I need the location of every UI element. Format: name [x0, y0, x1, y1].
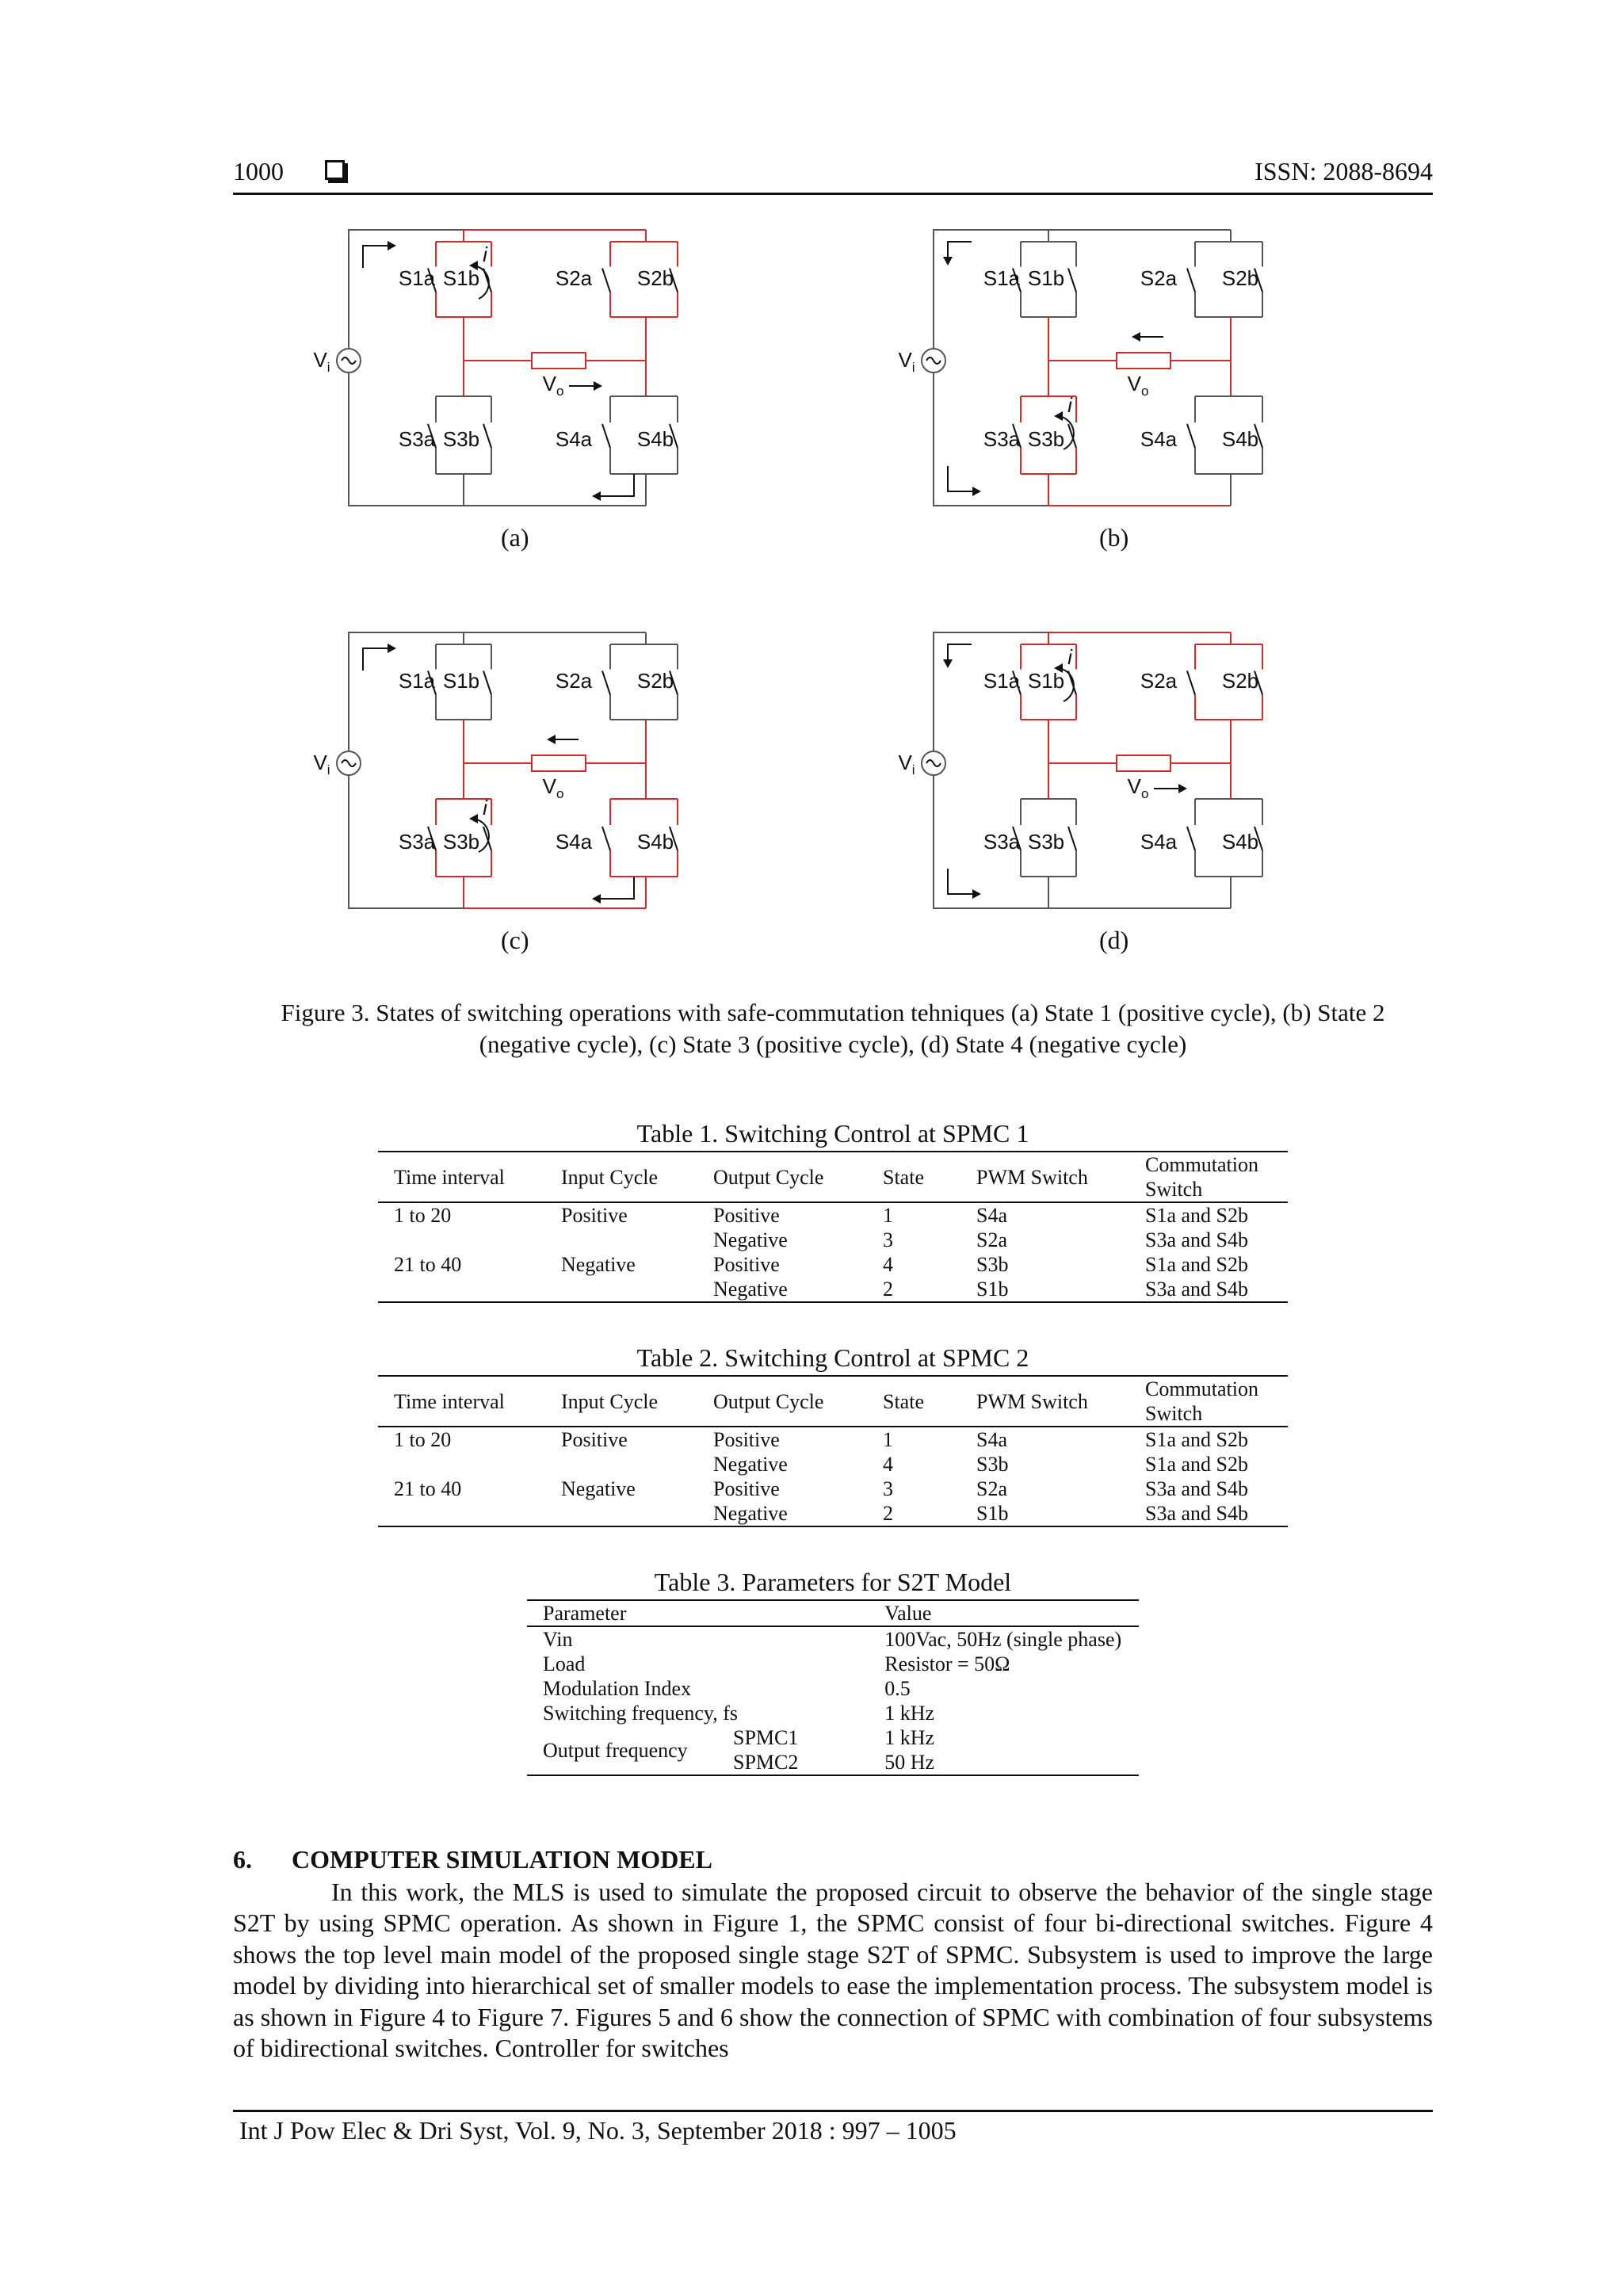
table-cell: Negative [697, 1501, 867, 1526]
load-resistor [1117, 755, 1170, 771]
table-cell: S1a and S2b [1145, 1428, 1248, 1451]
footer-rule [233, 2110, 1433, 2112]
label-s2a: S2a [555, 669, 593, 693]
table-cell: S1b [960, 1277, 1129, 1302]
switch-s1b [1068, 269, 1076, 292]
switch-s2a [602, 269, 610, 292]
arrow-head-icon [1178, 784, 1187, 793]
column-header: Commutation Switch [1129, 1376, 1288, 1427]
circuit-diagram-c [313, 625, 697, 926]
column-header: Commutation Switch [1129, 1152, 1288, 1202]
label-s3b: S3b [442, 427, 480, 451]
output-voltage-label: $V_o$ [542, 372, 564, 399]
table-row [378, 1477, 1288, 1501]
switch-s4a [1187, 827, 1195, 850]
table-cell: S4a [976, 1428, 1007, 1451]
table-row [378, 1501, 1288, 1526]
table-cell: S3a and S4b [1129, 1277, 1288, 1302]
journal-issn: ISSN: 2088-8694 [1254, 157, 1433, 185]
table-cell: Positive [713, 1204, 780, 1227]
switch-s4a [1187, 424, 1195, 448]
table-row [527, 1626, 1139, 1652]
table-cell: 2 [867, 1501, 960, 1526]
table-cell: S3b [976, 1253, 1009, 1276]
table-row [527, 1701, 1139, 1725]
square-icon [325, 160, 345, 180]
table-cell: 21 to 40 [394, 1477, 462, 1500]
table-cell [378, 1452, 545, 1477]
switch-s3b [1068, 827, 1076, 850]
table-cell: Negative [561, 1477, 636, 1500]
circuit-diagram-a [313, 222, 697, 523]
table-1 [378, 1151, 1288, 1303]
label-s2a: S2a [555, 266, 593, 290]
table-cell: 1 [883, 1428, 893, 1451]
label-s1a: S1a [983, 266, 1021, 290]
table-cell: Positive [713, 1428, 780, 1451]
source-current-arrow [948, 869, 973, 894]
label-s2b: S2b [636, 669, 674, 693]
label-s4a: S4a [1140, 830, 1178, 854]
table-cell: 2 [867, 1277, 960, 1302]
label-s3b: S3b [442, 830, 480, 854]
table-row [378, 1228, 1288, 1252]
figure-caption: Figure 3. States of switching operations with safe-commutation tehniques (a) State 1 (positive cycle), (b) State 2 (negative cycle), (c) State 3 (positive cycle), (d) State 4 (negative cycle) [281, 999, 1385, 1058]
switch-s2a [1187, 269, 1195, 292]
source-voltage-label: $V_i$ [898, 348, 915, 375]
current-label: i [483, 243, 487, 266]
table-cell: Negative [561, 1253, 636, 1276]
table-cell: 1 to 20 [394, 1428, 452, 1451]
arrow-head-icon [1132, 332, 1140, 342]
output-voltage-label: $V_o$ [1127, 774, 1149, 801]
column-header: PWM Switch [960, 1152, 1129, 1202]
label-s2a: S2a [1140, 266, 1178, 290]
label-s1b: S1b [1027, 669, 1065, 693]
subfigure-caption-a: (a) [501, 523, 529, 552]
table-header-row [378, 1152, 1288, 1202]
table-cell: Output frequency [527, 1725, 717, 1775]
label-s4a: S4a [555, 427, 593, 451]
table-cell: 1 kHz [884, 1702, 935, 1725]
switch-s3b [483, 424, 491, 448]
table-cell: 0.5 [884, 1677, 911, 1700]
label-s2b: S2b [1221, 266, 1259, 290]
table-cell: Positive [561, 1428, 628, 1451]
column-header: State [867, 1152, 960, 1202]
arrow-head-icon [547, 735, 556, 744]
table-row [527, 1676, 1139, 1701]
arrow-head-icon [469, 814, 478, 823]
label-s1b: S1b [1027, 266, 1065, 290]
table-cell: SPMC2 [717, 1750, 869, 1775]
source-voltage-label: $V_i$ [313, 751, 330, 777]
load-resistor [532, 353, 586, 369]
table-cell: S1a and S2b [1145, 1253, 1248, 1276]
table-cell: Vin [543, 1628, 573, 1651]
arrow-head-icon [388, 241, 396, 250]
table-cell: S3a and S4b [1145, 1477, 1248, 1500]
header-rule [233, 193, 1433, 195]
column-header: Time interval [378, 1376, 545, 1427]
source-current-arrow [948, 644, 972, 660]
subfigure-caption-d: (d) [1099, 926, 1129, 954]
body-paragraph: In this work, the MLS is used to simulate the proposed circuit to observe the behavior of the single stage S2T by using SPMC operation. As shown in Figure 1, the SPMC consist of four bi-directional switches. Figure 4 shows the top level main model of the proposed single stage S2T of SPMC. Subsystem is used to improve the large model by dividing into hierarchical set of smaller models to ease the implementation process. The subsystem model is as shown in Figure 4 to Figure 7. Figures 5 and 6 show the connection of SPMC with combination of four subsystems of bidirectional switches. Controller for switches [233, 1878, 1433, 2063]
switch-s1b [483, 671, 491, 695]
table-cell [378, 1228, 545, 1252]
table-row [378, 1427, 1288, 1452]
arrow-head-icon [972, 889, 981, 899]
label-s3b: S3b [1027, 427, 1065, 451]
arrow-head-icon [972, 487, 981, 496]
label-s1b: S1b [442, 266, 480, 290]
source-current-arrow [948, 242, 972, 258]
source-voltage-label: $V_i$ [898, 751, 915, 777]
switch-s2a [602, 671, 610, 695]
table-cell: Modulation Index [543, 1677, 692, 1700]
label-s3a: S3a [983, 427, 1021, 451]
source-current-arrow [363, 648, 388, 670]
table-cell: Negative [713, 1228, 788, 1251]
table-cell: Switching frequency, fs [543, 1702, 738, 1725]
load-resistor [1117, 353, 1170, 369]
source-current-arrow [948, 466, 973, 491]
arrow-head-icon [943, 659, 953, 668]
table-row [378, 1452, 1288, 1477]
table-row [378, 1202, 1288, 1228]
table-cell: 3 [883, 1228, 893, 1251]
section-heading [233, 1845, 712, 1874]
label-s3a: S3a [983, 830, 1021, 854]
switch-s2a [1187, 671, 1195, 695]
footer-citation: Int J Pow Elec & Dri Syst, Vol. 9, No. 3, September 2018 : 997 – 1005 [239, 2116, 957, 2145]
table-2-title: Table 2. Switching Control at SPMC 2 [636, 1343, 1029, 1372]
current-label: i [483, 796, 487, 819]
table-cell [545, 1228, 697, 1252]
table-row [378, 1277, 1288, 1302]
current-label: i [1067, 393, 1072, 417]
table-cell: S1a and S2b [1145, 1453, 1248, 1476]
source-current-arrow [363, 246, 388, 268]
table-cell [545, 1452, 697, 1477]
switch-s4a [602, 827, 610, 850]
label-s2b: S2b [636, 266, 674, 290]
label-s3b: S3b [1027, 830, 1065, 854]
arrow-head-icon [592, 491, 601, 501]
section-title: COMPUTER SIMULATION MODEL [292, 1845, 712, 1874]
output-voltage-label: $V_o$ [542, 774, 564, 801]
table-cell: 3 [883, 1477, 893, 1500]
subfigure-caption-c: (c) [501, 926, 529, 954]
table-1-title: Table 1. Switching Control at SPMC 1 [636, 1119, 1029, 1148]
table-cell: S1b [960, 1501, 1129, 1526]
label-s4b: S4b [636, 427, 674, 451]
arrow-head-icon [943, 257, 953, 266]
label-s1a: S1a [398, 669, 436, 693]
column-header: Output Cycle [697, 1376, 867, 1427]
table-3 [527, 1599, 1139, 1776]
table-cell: S2a [976, 1228, 1007, 1251]
load-resistor [532, 755, 586, 771]
table-header-row [378, 1376, 1288, 1427]
output-voltage-label: $V_o$ [1127, 372, 1149, 399]
column-header: Time interval [378, 1152, 545, 1202]
table-cell: S4a [976, 1204, 1007, 1227]
table-cell: SPMC1 [733, 1726, 799, 1749]
table-cell: Negative [697, 1277, 867, 1302]
table-cell: Positive [561, 1204, 628, 1227]
column-header: Input Cycle [545, 1152, 697, 1202]
label-s2b: S2b [1221, 669, 1259, 693]
label-s3a: S3a [398, 427, 436, 451]
label-s4a: S4a [1140, 427, 1178, 451]
table-cell [545, 1501, 697, 1526]
table-cell: 100Vac, 50Hz (single phase) [884, 1628, 1122, 1651]
column-header: Output Cycle [697, 1152, 867, 1202]
table-cell: 1 kHz [884, 1726, 935, 1749]
column-header: PWM Switch [960, 1376, 1129, 1427]
table-cell: Positive [713, 1253, 780, 1276]
table-cell [545, 1277, 697, 1302]
table-cell: 21 to 40 [394, 1253, 462, 1276]
table-cell: 4 [883, 1453, 893, 1476]
table-cell: Negative [713, 1453, 788, 1476]
label-s4b: S4b [1221, 427, 1259, 451]
table-cell: S1a and S2b [1145, 1204, 1248, 1227]
table-header-row [527, 1600, 1139, 1626]
table-cell: S3b [976, 1453, 1009, 1476]
arrow-head-icon [1054, 411, 1063, 421]
column-header: State [867, 1376, 960, 1427]
table-row [527, 1652, 1139, 1676]
table-cell: S3a and S4b [1145, 1228, 1248, 1251]
subfigure-caption-b: (b) [1099, 523, 1129, 552]
table-cell: 50 Hz [869, 1750, 1139, 1775]
table-cell [378, 1501, 545, 1526]
table-cell: S3a and S4b [1129, 1501, 1288, 1526]
table-cell: Positive [713, 1477, 780, 1500]
section-number: 6. [233, 1845, 252, 1874]
label-s1b: S1b [442, 669, 480, 693]
switch-s4a [602, 424, 610, 448]
arrow-head-icon [592, 894, 601, 904]
table-2 [378, 1375, 1288, 1527]
table-row [527, 1725, 1139, 1750]
column-header: Input Cycle [545, 1376, 697, 1427]
source-current-arrow [600, 877, 634, 899]
table-row [378, 1252, 1288, 1277]
current-label: i [1067, 645, 1072, 669]
label-s2a: S2a [1140, 669, 1178, 693]
label-s1a: S1a [398, 266, 436, 290]
label-s3a: S3a [398, 830, 436, 854]
arrow-head-icon [594, 381, 602, 391]
table-cell: S2a [976, 1477, 1007, 1500]
table-cell: 1 to 20 [394, 1204, 452, 1227]
label-s4b: S4b [1221, 830, 1259, 854]
source-current-arrow [600, 474, 634, 496]
column-header: Value [869, 1600, 1139, 1626]
page-number: 1000 [233, 157, 284, 185]
table-cell: 1 [883, 1204, 893, 1227]
arrow-head-icon [388, 644, 396, 653]
label-s4a: S4a [555, 830, 593, 854]
table-cell: Resistor = 50Ω [884, 1652, 1010, 1675]
table-3-title: Table 3. Parameters for S2T Model [654, 1568, 1012, 1596]
label-s4b: S4b [636, 830, 674, 854]
label-s1a: S1a [983, 669, 1021, 693]
column-header: Parameter [527, 1600, 869, 1626]
source-voltage-label: $V_i$ [313, 348, 330, 375]
circuit-diagram-b [898, 222, 1282, 523]
table-cell [378, 1277, 545, 1302]
table-cell: Load [543, 1652, 586, 1675]
table-cell: 4 [883, 1253, 893, 1276]
circuit-diagram-d [898, 625, 1282, 926]
